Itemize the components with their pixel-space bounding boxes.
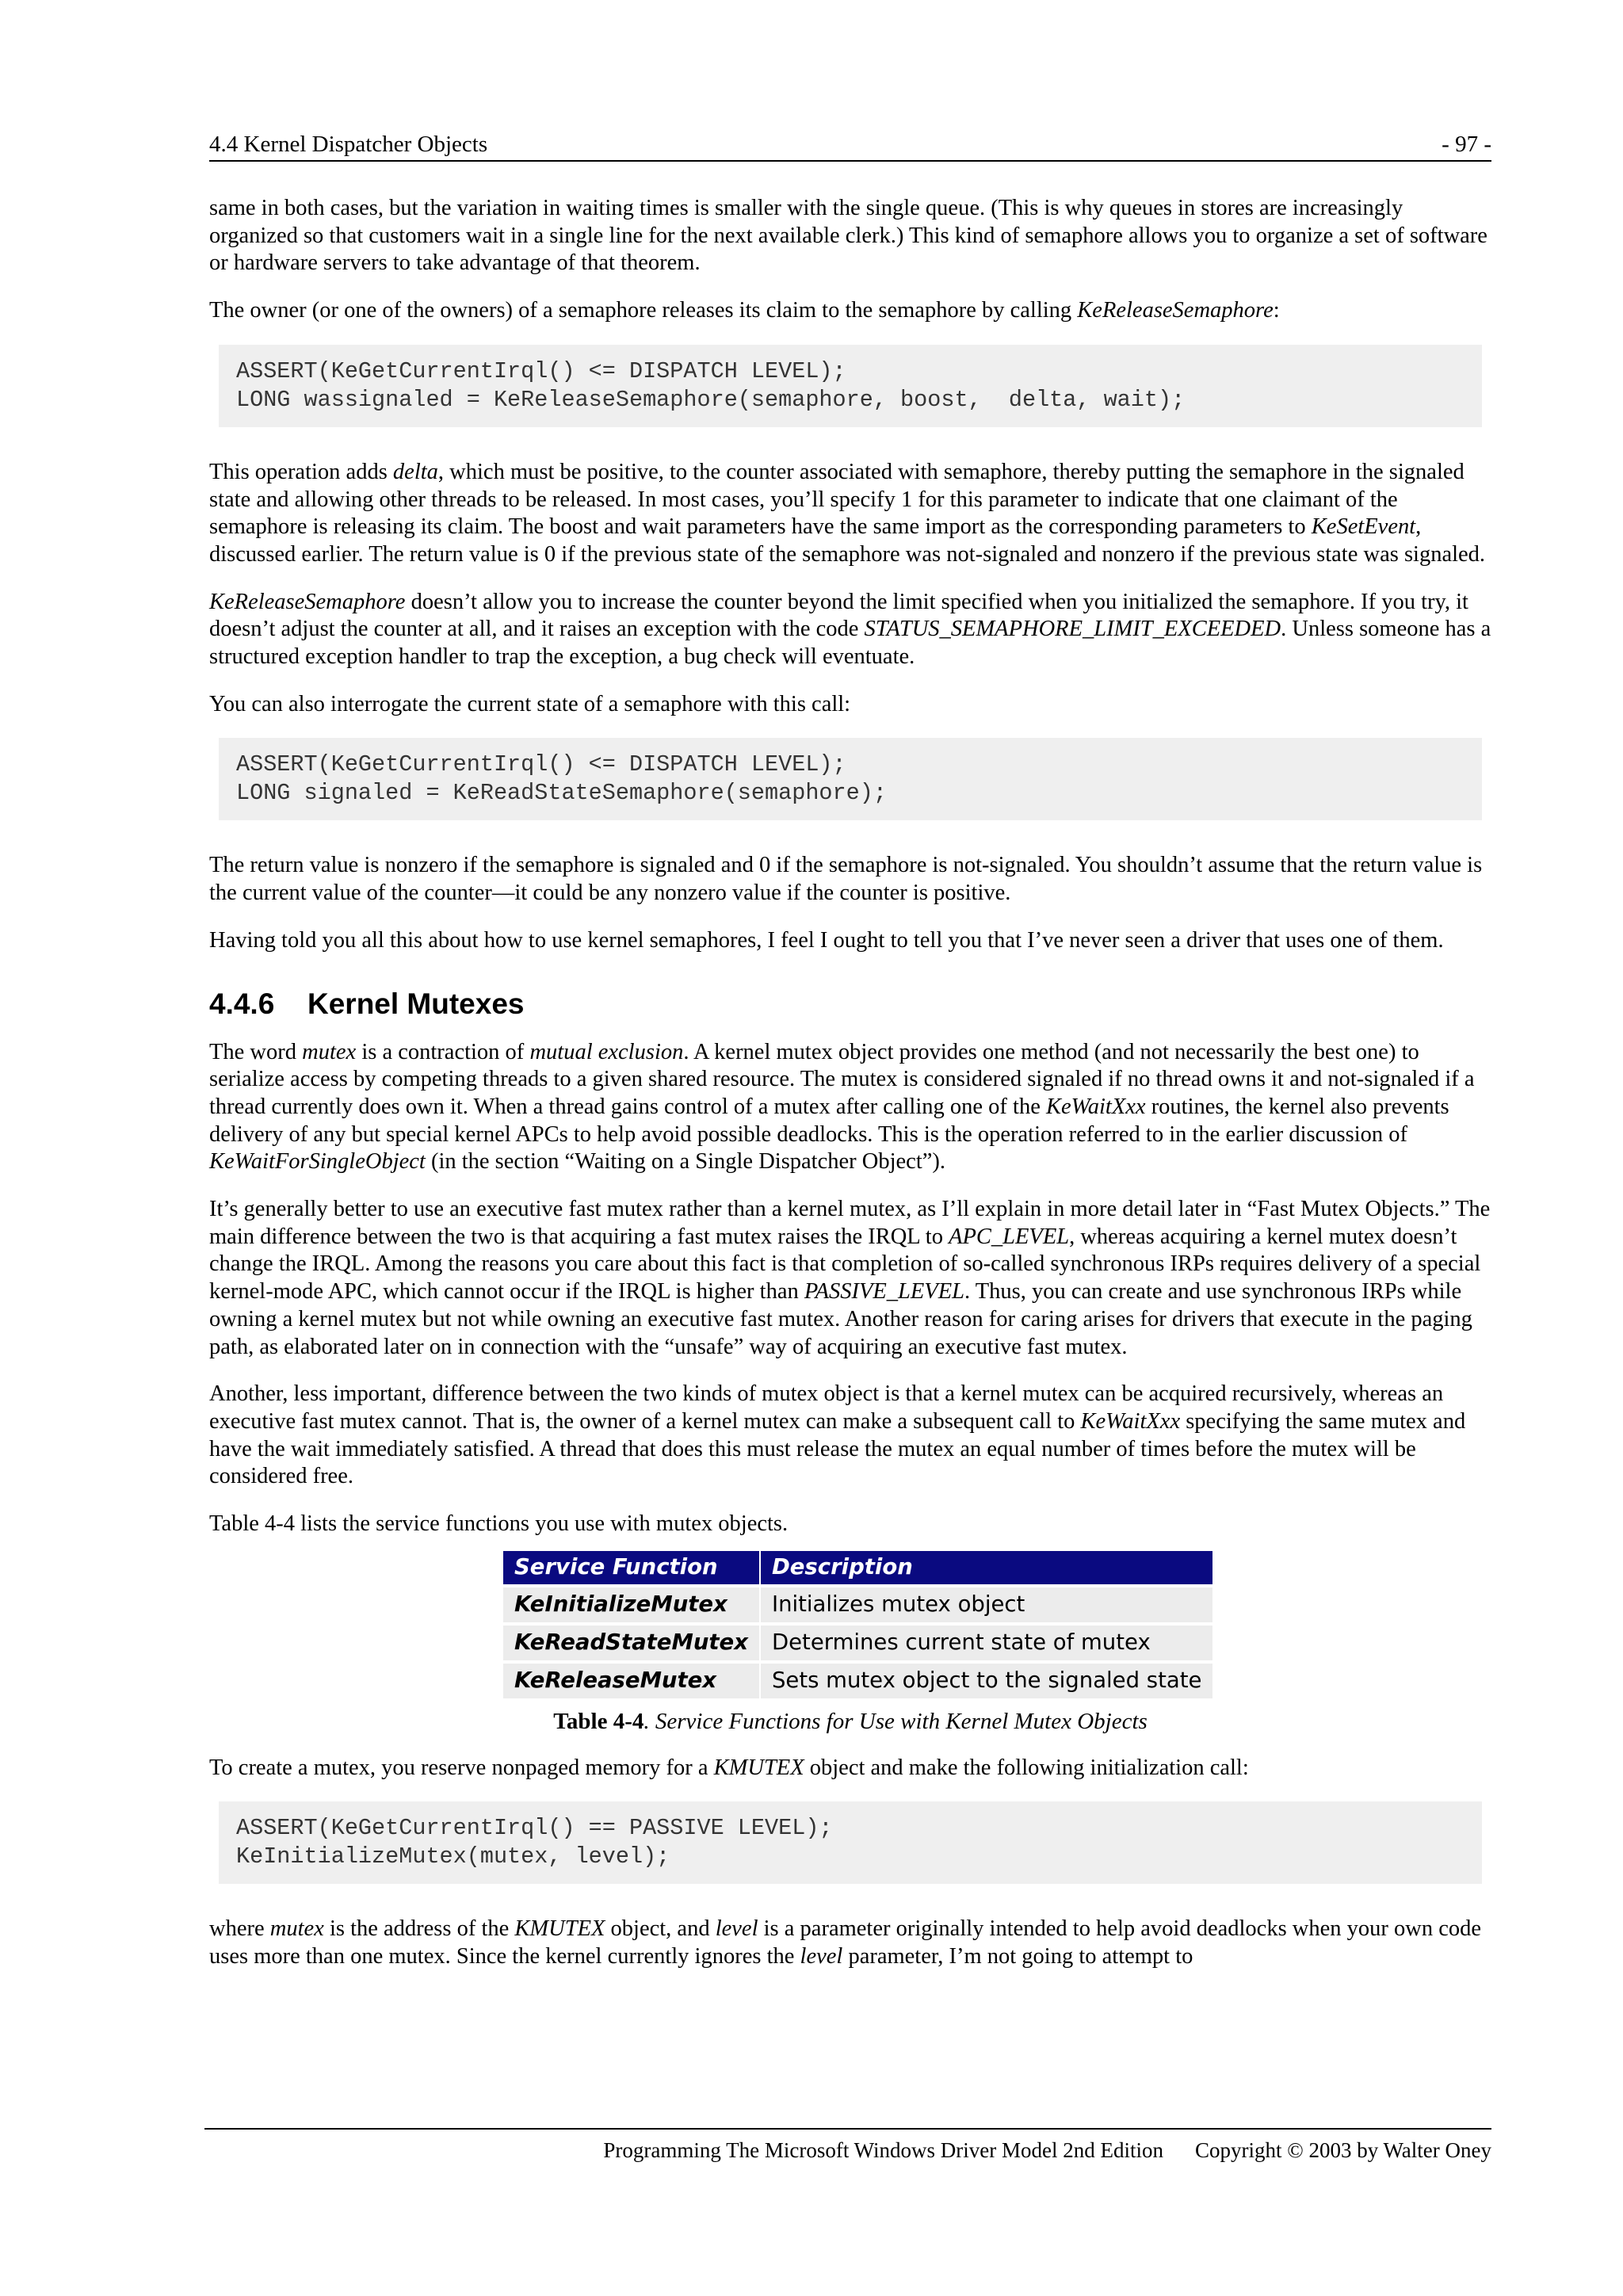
footer-book-title: Programming The Microsoft Windows Driver Model 2nd Edition: [603, 2138, 1163, 2162]
table-cell-function: KeInitializeMutex: [503, 1586, 760, 1624]
text-run: parameter, I’m not going to attempt to: [842, 1943, 1193, 1969]
term: mutex: [302, 1039, 357, 1064]
type-name: KMUTEX: [713, 1755, 804, 1780]
section-number: 4.4.6: [209, 987, 275, 1020]
table-header-row: [503, 1551, 1213, 1586]
paragraph: same in both cases, but the variation in waiting times is smaller with the single queue. (This is why queues in stores are increasingly organized so that customers wait in a single line for the next available clerk.) This kind of semaphore allows you to organize a set of software or hardware servers to take advantage of that theorem.: [209, 196, 1487, 276]
paragraph: [209, 1755, 1491, 1782]
code-block-read-state-semaphore: ASSERT(KeGetCurrentIrql() <= DISPATCH LEVEL); LONG signaled = KeReadStateSemaphore(semaphore);: [219, 738, 1482, 820]
constant-name: APC_LEVEL: [949, 1224, 1070, 1249]
function-name: KeWaitForSingleObject: [209, 1149, 426, 1175]
table-cell-description: Determines current state of mutex: [760, 1624, 1214, 1662]
text-run: :: [1273, 298, 1280, 323]
text-run: , whereas acquiring a kernel mutex doesn’t change the IRQL. Among the reasons you care about this fact is that completion of so-called synchronous IRPs requires delivery of a special kernel-mode APC, which cannot occur if the IRQL is higher than: [209, 1224, 1481, 1305]
table-row: [503, 1662, 1213, 1698]
code-block-initialize-mutex: ASSERT(KeGetCurrentIrql() == PASSIVE LEVEL); KeInitializeMutex(mutex, level);: [219, 1801, 1482, 1884]
text-run: is a parameter originally intended to help avoid deadlocks when your own code uses more than one mutex. Since the kernel currently ignores the: [209, 1916, 1482, 1969]
function-name: KeReleaseSemaphore: [209, 589, 406, 614]
text-run: object and make the following initialization call:: [804, 1755, 1249, 1780]
text-run: This operation adds: [209, 459, 393, 484]
paragraph: [209, 1381, 1491, 1491]
text-run: where: [209, 1916, 270, 1942]
status-code: STATUS_SEMAPHORE_LIMIT_EXCEEDED: [864, 617, 1281, 642]
text-run: The word: [209, 1039, 303, 1064]
running-header: [209, 130, 1491, 162]
function-name: KeSetEvent: [1311, 514, 1416, 540]
text-run: To create a mutex, you reserve nonpaged memory for a: [209, 1755, 714, 1780]
function-name: KeWaitXxx: [1080, 1408, 1181, 1434]
paragraph: [209, 1916, 1491, 1970]
paragraph: You can also interrogate the current state of a semaphore with this call:: [209, 691, 851, 716]
type-name: KMUTEX: [514, 1916, 605, 1942]
footer-divider: [204, 2128, 1491, 2130]
text-run: is the address of the: [323, 1916, 515, 1942]
page-body: [209, 195, 1491, 1991]
table-row: [503, 1586, 1213, 1624]
header-section-title: 4.4 Kernel Dispatcher Objects: [209, 132, 488, 157]
running-footer: [209, 2138, 1491, 2163]
paragraph: Having told you all this about how to use kernel semaphores, I feel I ought to tell you that I’ve never seen a driver that uses one of them.: [209, 927, 1444, 953]
function-name: KeWaitXxx: [1045, 1094, 1146, 1119]
text-run: routines, the kernel also prevents delivery of any but special kernel APCs to help avoid possible deadlocks. This is the operation referred to in the earlier discussion of: [209, 1094, 1449, 1147]
paragraph: [209, 459, 1491, 569]
text-run: The owner (or one of the owners) of a semaphore releases its claim to the semaphore by calling: [209, 298, 1078, 323]
text-run: specifying the same mutex and have the wait immediately satisfied. A thread that does this must release the mutex an equal number of times before the mutex will be considered free.: [209, 1408, 1466, 1489]
footer-copyright: Copyright © 2003 by Walter Oney: [1194, 2138, 1491, 2162]
constant-name: PASSIVE_LEVEL: [804, 1279, 964, 1305]
text-run: object, and: [605, 1916, 716, 1942]
table-header-cell: Service Function: [503, 1551, 760, 1586]
paragraph: Table 4-4 lists the service functions you use with mutex objects.: [209, 1511, 789, 1537]
header-page-number: - 97 -: [1442, 132, 1491, 157]
table-caption: [209, 1708, 1491, 1736]
text-run: doesn’t allow you to increase the counter beyond the limit specified when you initialized the semaphore. If you try, it doesn’t adjust the counter at all, and it raises an exception with the code: [209, 589, 1468, 642]
table-cell-description: Sets mutex object to the signaled state: [760, 1662, 1214, 1698]
text-run: , which must be positive, to the counter associated with semaphore, thereby putting the semaphore in the signaled state and allowing other threads to be released. In most cases, you’ll specify 1 for this parameter to indicate that one claimant of the semaphore is releasing its claim. The boost and wait parameters have the same import as the corresponding parameters to: [209, 459, 1465, 540]
param-name: level: [715, 1916, 758, 1942]
caption-label: Table 4-4: [553, 1708, 644, 1734]
text-run: . A kernel mutex object provides one method (and not necessarily the best one) to serialize access by competing threads to a given shared resource. The mutex is considered signaled if no thread owns it and not-signaled if a thread currently does own it. When a thread gains control of a mutex after calling one of the: [209, 1039, 1475, 1119]
param-name: level: [800, 1943, 843, 1969]
text-run: Another, less important, difference between the two kinds of mutex object is that a kernel mutex can be acquired recursively, whereas an executive fast mutex cannot. That is, the owner of a kernel mutex can make a subsequent call to: [209, 1381, 1444, 1434]
table-row: [503, 1624, 1213, 1662]
table-cell-function: KeReleaseMutex: [503, 1662, 760, 1698]
service-functions-table: [503, 1551, 1214, 1698]
text-run: is a contraction of: [356, 1039, 530, 1064]
paragraph: [209, 1196, 1491, 1361]
paragraph: The return value is nonzero if the semaphore is signaled and 0 if the semaphore is not-signaled. You shouldn’t assume that the return value is the current value of the counter—it could be any nonzero value if the counter is positive.: [209, 853, 1483, 906]
text-run: . Unless someone has a structured exception handler to trap the exception, a bug check will eventuate.: [209, 617, 1491, 670]
param-name: mutex: [269, 1916, 324, 1942]
caption-text: . Service Functions for Use with Kernel Mutex Objects: [643, 1708, 1148, 1734]
paragraph: [209, 1039, 1491, 1177]
code-block-release-semaphore: ASSERT(KeGetCurrentIrql() <= DISPATCH LEVEL); LONG wassignaled = KeReleaseSemaphore(semaphore, boost, delta, wait);: [219, 345, 1482, 427]
section-heading: [209, 987, 1491, 1022]
paragraph: [209, 297, 1491, 325]
text-run: (in the section “Waiting on a Single Dispatcher Object”).: [425, 1149, 945, 1175]
table-header-cell: Description: [760, 1551, 1214, 1586]
table-cell-description: Initializes mutex object: [760, 1586, 1214, 1624]
section-title: Kernel Mutexes: [307, 987, 525, 1020]
text-run: . Thus, you can create and use synchronous IRPs while owning a kernel mutex but not while owning an executive fast mutex. Another reason for caring arises for drivers that execute in the paging path, as elaborated later on in connection with the “unsafe” way of acquiring an executive fast mutex.: [209, 1279, 1472, 1359]
function-name: KeReleaseSemaphore: [1077, 298, 1274, 323]
table-cell-function: KeReadStateMutex: [503, 1624, 760, 1662]
text-run: It’s generally better to use an executive fast mutex rather than a kernel mutex, as I’ll explain in more detail later in “Fast Mutex Objects.” The main difference between the two is that acquiring a fast mutex raises the IRQL to: [209, 1197, 1491, 1249]
paragraph: [209, 589, 1491, 671]
term: mutual exclusion: [529, 1039, 684, 1064]
text-run: , discussed earlier. The return value is 0 if the previous state of the semaphore was not-signaled and nonzero if the previous state was signaled.: [209, 514, 1486, 567]
param-name: delta: [392, 459, 438, 484]
